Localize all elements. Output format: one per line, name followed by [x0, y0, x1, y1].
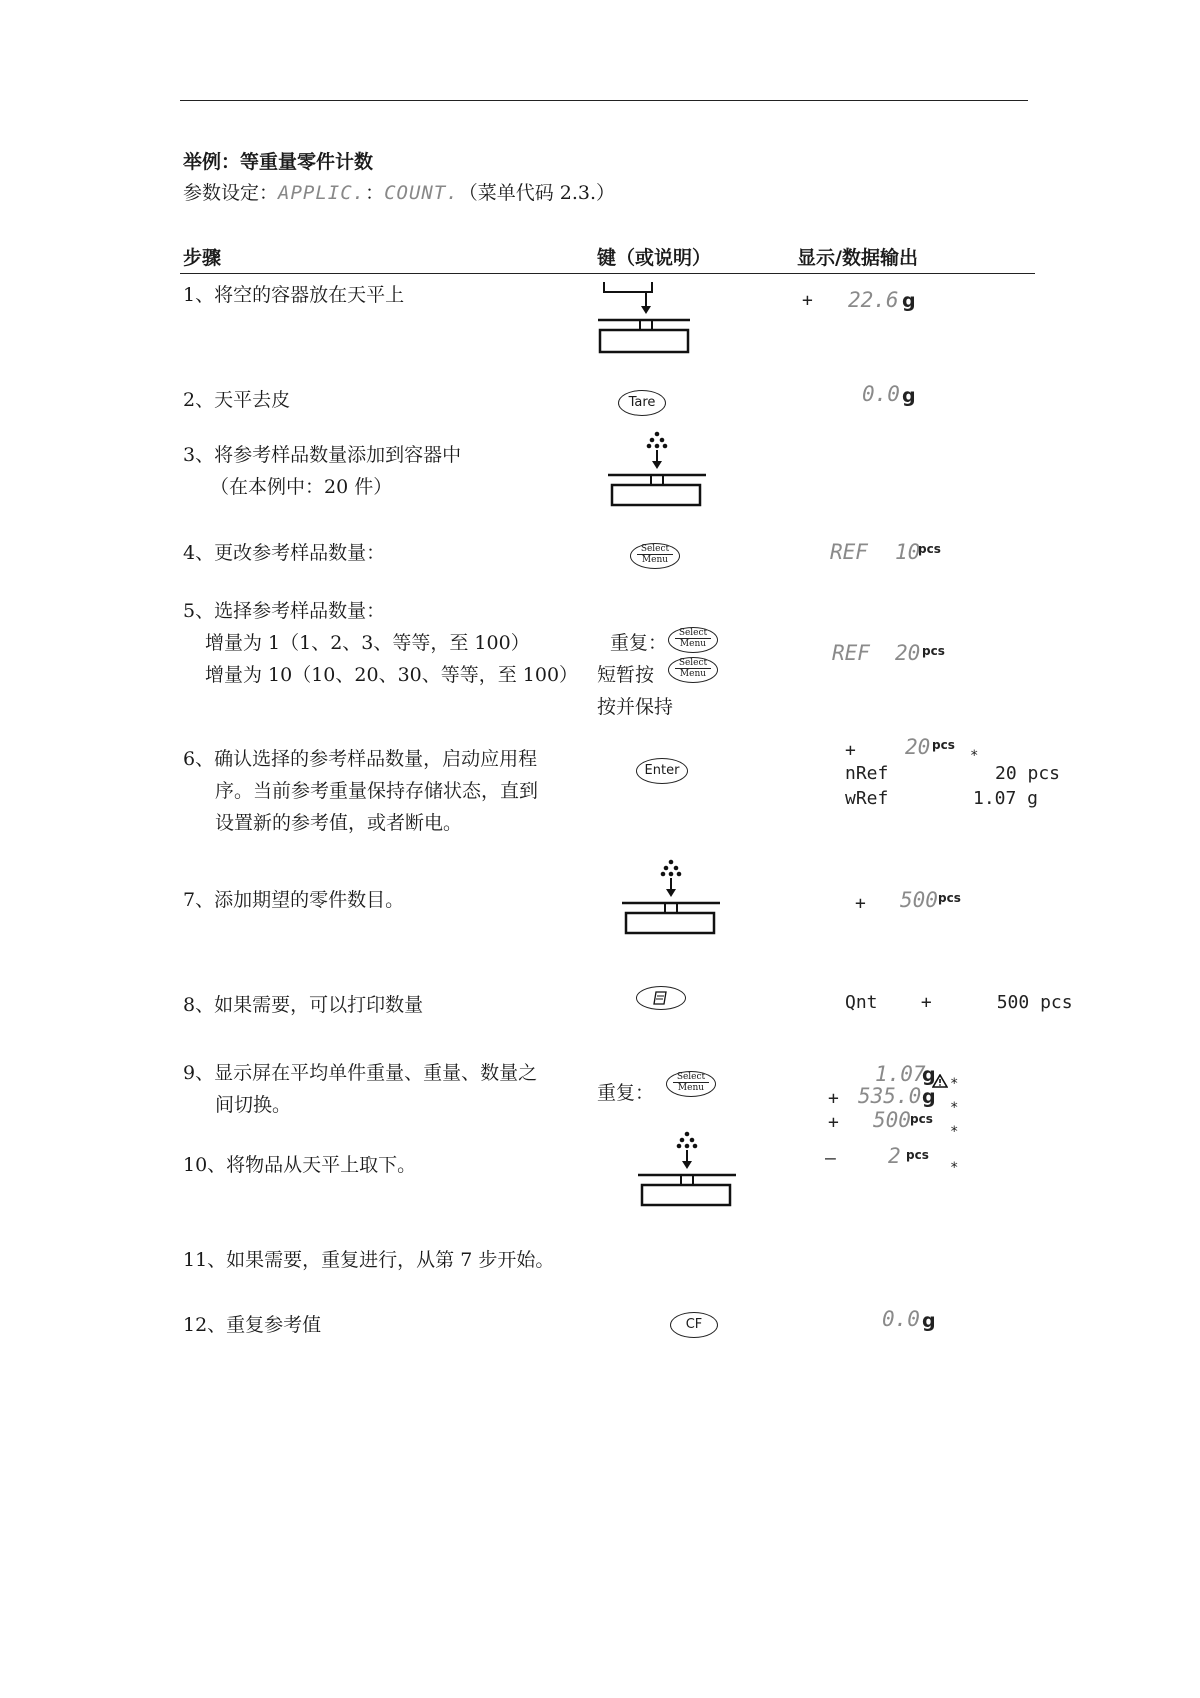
step-7: 7、添加期望的零件数目。 [183, 889, 405, 911]
column-header-display: 显示/数据输出 [797, 247, 918, 269]
display-6-star: * [970, 748, 979, 764]
step-6-line2: 序。当前参考重量保持存储状态，直到 [215, 780, 539, 802]
display-6-nref-value: 20 pcs [995, 763, 1061, 784]
display-8-output: Qnt + 500 pcs [845, 992, 1073, 1013]
remove-items-icon [636, 1130, 746, 1208]
params-code1: APPLIC. [278, 182, 366, 204]
display-4-value: 10 [895, 540, 921, 564]
display-9-count: 500 [873, 1108, 911, 1132]
repeat-label-9: 重复： [597, 1082, 655, 1104]
select-label: Select [678, 628, 708, 638]
step-6: 6、确认选择的参考样品数量，启动应用程 [183, 748, 538, 770]
select-label: Select [640, 544, 670, 554]
display-12-value: 0.0 [882, 1307, 920, 1331]
column-header-steps: 步骤 [183, 247, 222, 269]
display-2-value: 0.0 [862, 382, 900, 406]
step-3: 3、将参考样品数量添加到容器中 [183, 444, 462, 466]
display-9-weight-unit: g [922, 1086, 936, 1108]
display-9-count-unit: pcs [910, 1112, 933, 1126]
select-menu-key-repeat[interactable] [668, 627, 718, 653]
display-5-ref: REF [832, 641, 870, 665]
cf-key-label: CF [685, 1317, 703, 1332]
add-samples-icon [606, 430, 716, 508]
display-1-sign: + [802, 290, 813, 311]
params-sep: ： [365, 182, 385, 204]
print-icon [637, 987, 685, 1009]
menu-label: Menu [679, 639, 707, 649]
display-1-value: 22.6 [848, 288, 899, 312]
empty-container-icon [596, 280, 696, 356]
display-6-nref-label: nRef [845, 763, 889, 784]
display-4-ref: REF [830, 540, 868, 564]
step-9-line2: 间切换。 [215, 1094, 292, 1116]
display-9-count-sign: + [828, 1112, 839, 1133]
step-5-inc10: 增量为 10（10、20、30、等等，至 100） [205, 664, 579, 686]
repeat-label: 重复： [610, 632, 668, 654]
parameter-setting [183, 178, 615, 208]
display-6-unit: pcs [932, 738, 955, 752]
params-prefix: 参数设定： [183, 182, 279, 204]
display-4-unit: pcs [918, 542, 941, 556]
cf-key[interactable] [670, 1312, 718, 1338]
step-11: 11、如果需要，重复进行，从第 7 步开始。 [183, 1249, 555, 1271]
menu-label: Menu [677, 1083, 705, 1093]
menu-label: Menu [641, 555, 669, 565]
display-7-unit: pcs [938, 891, 961, 905]
add-parts-icon [620, 858, 730, 936]
step-6-line3: 设置新的参考值，或者断电。 [215, 812, 463, 834]
step-5: 5、选择参考样品数量： [183, 600, 386, 622]
select-label: Select [676, 1072, 706, 1082]
enter-key[interactable] [636, 758, 688, 784]
step-4: 4、更改参考样品数量： [183, 542, 386, 564]
top-rule [180, 100, 1028, 101]
tare-key-label: Tare [628, 395, 656, 410]
params-code2: COUNT. [384, 182, 459, 204]
select-menu-key[interactable] [630, 543, 680, 569]
display-6-sign: + [845, 740, 856, 761]
params-suffix: （菜单代码 2.3.） [458, 182, 616, 204]
select-menu-key-9[interactable] [666, 1071, 716, 1097]
display-10-value: 2 [888, 1144, 901, 1168]
enter-key-label: Enter [644, 763, 680, 778]
step-12: 12、重复参考值 [183, 1314, 322, 1336]
display-9-unit-weight-unit: g [922, 1064, 936, 1086]
column-header-keys: 键（或说明） [597, 247, 712, 269]
display-10-sign: – [825, 1148, 836, 1169]
step-5-inc1: 增量为 1（1、2、3、等等，至 100） [205, 632, 530, 654]
menu-label: Menu [679, 669, 707, 679]
step-9: 9、显示屏在平均单件重量、重量、数量之 [183, 1062, 538, 1084]
page-heading: 举例：等重量零件计数 [183, 151, 374, 173]
display-6-value: 20 [905, 735, 931, 759]
display-9-star-2: * [950, 1100, 959, 1116]
display-9-weight-sign: + [828, 1088, 839, 1109]
step-8: 8、如果需要，可以打印数量 [183, 994, 424, 1016]
display-6-wref-value: 1.07 g [973, 788, 1039, 809]
print-key[interactable] [636, 986, 686, 1010]
step-2: 2、天平去皮 [183, 389, 291, 411]
display-9-star-3: * [950, 1124, 959, 1140]
display-1-unit: g [902, 290, 916, 312]
select-menu-key-short[interactable] [668, 657, 718, 683]
select-label: Select [678, 658, 708, 668]
display-7-value: 500 [900, 888, 938, 912]
display-5-value: 20 [895, 641, 921, 665]
tare-key[interactable] [618, 390, 666, 416]
display-10-star: * [950, 1160, 959, 1176]
header-rule [180, 273, 1035, 274]
display-9-weight: 535.0 [858, 1084, 922, 1108]
step-3-note: （在本例中：20 件） [210, 476, 393, 498]
press-hold-label: 按并保持 [597, 696, 674, 718]
short-press-label: 短暂按 [597, 664, 655, 686]
display-5-unit: pcs [922, 644, 945, 658]
display-9-unit-weight: 1.07 [875, 1062, 926, 1086]
display-7-sign: + [855, 893, 866, 914]
step-10: 10、将物品从天平上取下。 [183, 1154, 417, 1176]
step-1: 1、将空的容器放在天平上 [183, 284, 405, 306]
display-2-unit: g [902, 385, 916, 407]
display-12-unit: g [922, 1310, 936, 1332]
display-10-unit: pcs [906, 1148, 929, 1162]
display-9-star-1: * [950, 1076, 959, 1092]
display-6-wref-label: wRef [845, 788, 889, 809]
